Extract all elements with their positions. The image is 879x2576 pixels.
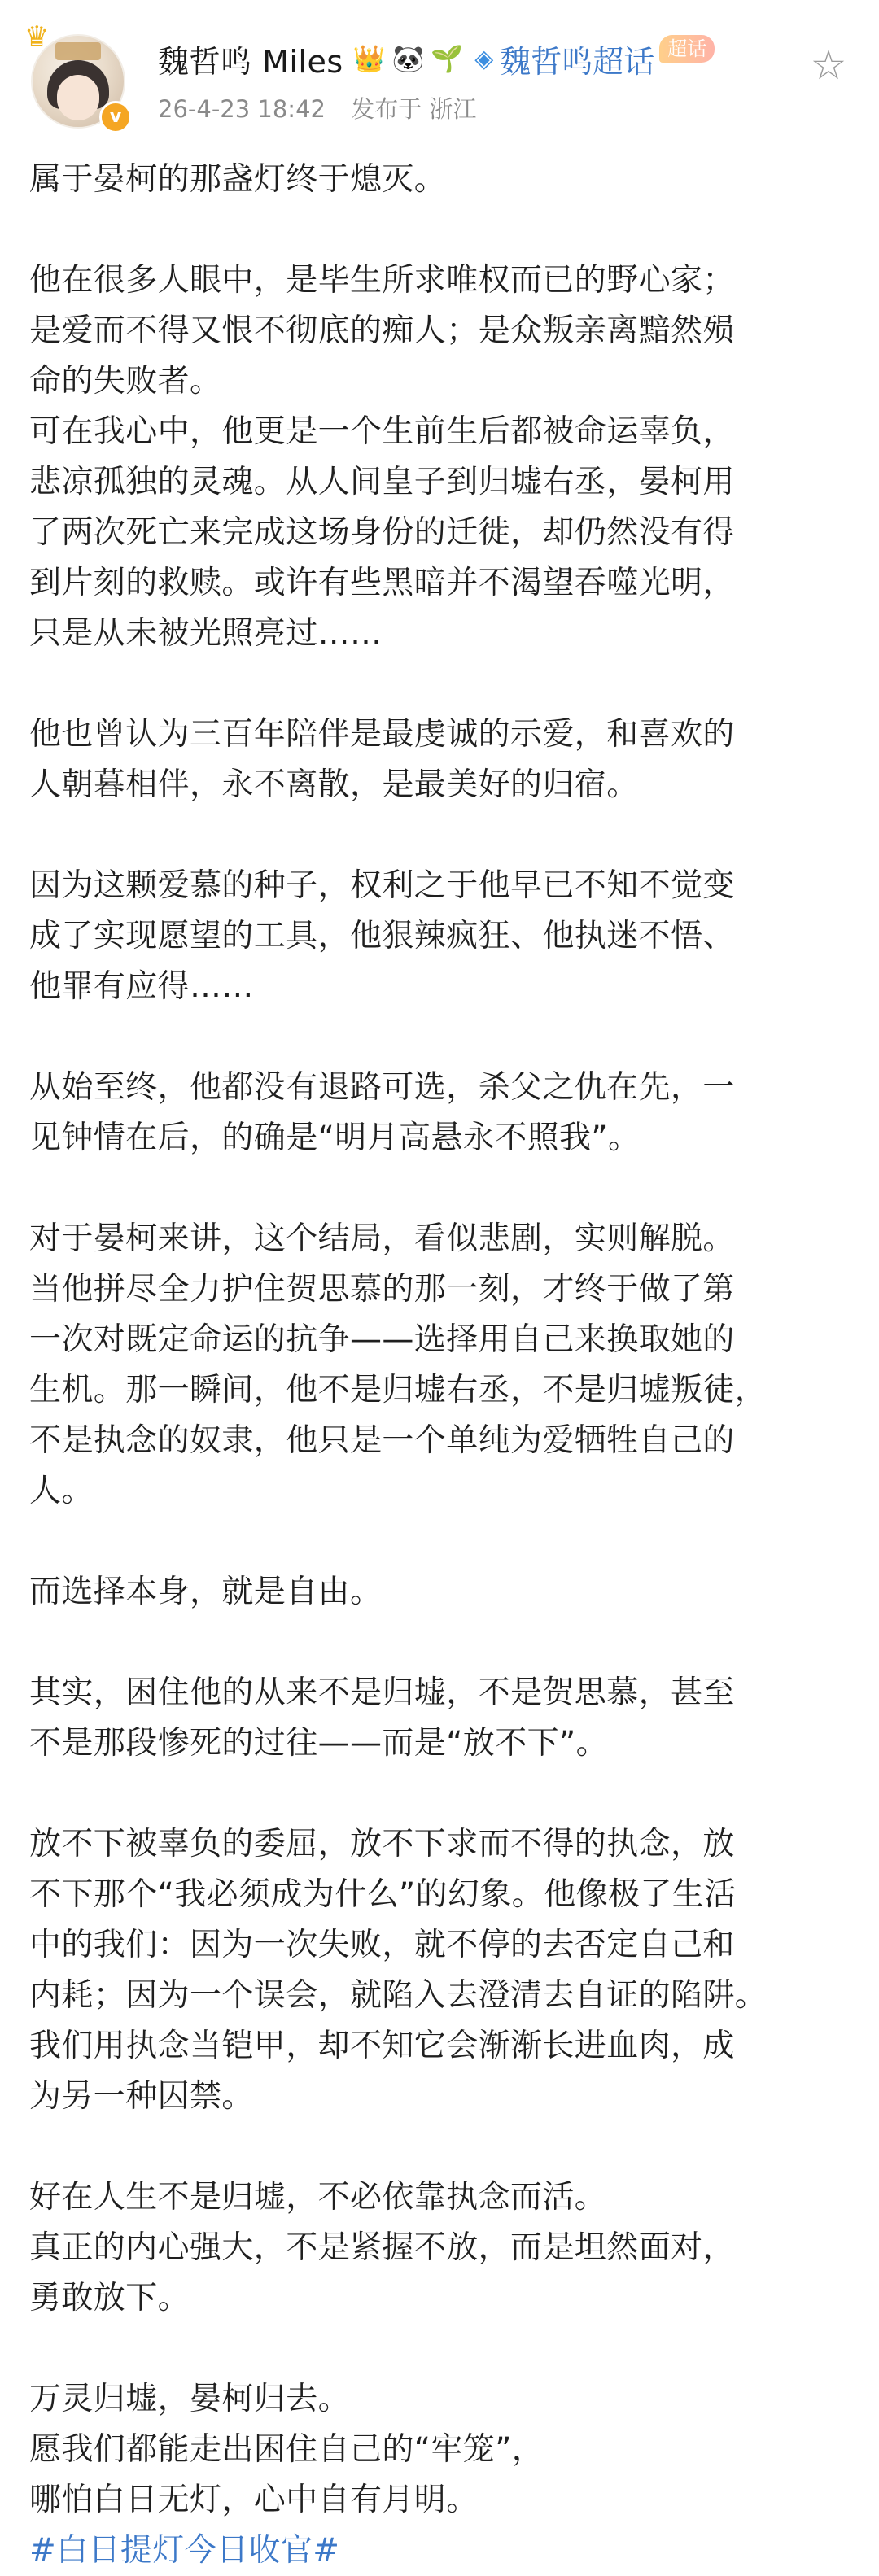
post-text-line: 内耗；因为一个误会，就陷入去澄清去自证的陷阱。: [29, 1977, 767, 2014]
post-text-line: 不是执念的奴隶，他只是一个单纯为爱牺牲自己的: [29, 1422, 735, 1459]
post-text-line: 因为这颗爱慕的种子，权利之于他早已不知不觉变: [29, 867, 735, 904]
post-text-line: 到片刻的救赎。或许有些黑暗并不渴望吞噬光明，: [29, 565, 735, 601]
paragraph-gap: [29, 1517, 851, 1567]
post-text-line: 成了实现愿望的工具，他狠辣疯狂、他执迷不悟、: [29, 918, 735, 954]
post-header: [0, 0, 879, 142]
post-text-line: 属于晏柯的那盏灯终于熄灭。: [29, 161, 447, 198]
post-text-line: 勇敢放下。: [29, 2280, 190, 2316]
post-text-line: 我们用执念当铠甲，却不知它会渐渐长进血肉，成: [29, 2028, 735, 2064]
paragraph-gap: [29, 205, 851, 255]
avatar-face: [57, 75, 99, 120]
post-text-line: 他也曾认为三百年陪伴是最虔诚的示爱，和喜欢的: [29, 716, 735, 753]
post-text-line: 人。: [29, 1473, 94, 1509]
post-text-line: 只是从未被光照亮过……: [29, 615, 383, 652]
verified-icon: v: [99, 101, 132, 133]
name-row: [158, 36, 715, 81]
paragraph-gap: [29, 659, 851, 709]
post-text-line: 不下那个“我必须成为什么”的幻象。他像极了生活: [29, 1876, 737, 1913]
post-text-line: 了两次死亡来完成这场身份的迁徙，却仍然没有得: [29, 514, 735, 551]
username[interactable]: 魏哲鸣 Miles: [158, 43, 343, 80]
sprout-icon[interactable]: 🌱: [431, 43, 464, 74]
post-text-line: 可在我心中，他更是一个生前生后都被命运辜负，: [29, 413, 735, 450]
paragraph-gap: [29, 1618, 851, 1668]
post-text-line: 为另一种囚禁。: [29, 2078, 254, 2115]
avatar-container[interactable]: [24, 20, 130, 129]
post-text-line: 中的我们：因为一次失败，就不停的去否定自己和: [29, 1927, 735, 1963]
post-text-line: 而选择本身，就是自由。: [29, 1574, 383, 1610]
post-text-line: 他罪有应得……: [29, 968, 254, 1005]
favorite-star-icon[interactable]: ☆: [810, 41, 847, 89]
post-text-line: 哪怕白日无灯，心中自有月明。: [29, 2482, 479, 2518]
supertopic-link[interactable]: 魏哲鸣超话: [500, 43, 655, 80]
post-text-line: 是爱而不得又恨不彻底的痴人；是众叛亲离黯然殒: [29, 312, 735, 349]
post-text-line: 人朝暮相伴，永不离散，是最美好的归宿。: [29, 766, 639, 803]
post-text-line: 不是那段惨死的过往——而是“放不下”。: [29, 1725, 609, 1762]
post-text-line: 见钟情在后，的确是“明月高悬永不照我”。: [29, 1120, 641, 1156]
post-text-line: 悲凉孤独的灵魂。从人间皇子到归墟右丞，晏柯用: [29, 464, 735, 500]
crown-badge-icon[interactable]: 👑: [352, 43, 386, 74]
post-text-line: 放不下被辜负的委屈，放不下求而不得的执念，放: [29, 1826, 735, 1862]
post-text-line: 一次对既定命运的抗争——选择用自己来换取她的: [29, 1321, 735, 1358]
post-text-line: 当他拼尽全力护住贺思慕的那一刻，才终于做了第: [29, 1271, 735, 1308]
paragraph-gap: [29, 810, 851, 861]
post-timestamp: 26-4-23 18:42: [158, 95, 326, 123]
post-text-line: 其实，困住他的从来不是归墟，不是贺思慕，甚至: [29, 1674, 735, 1711]
post-text-line: 他在很多人眼中，是毕生所求唯权而已的野心家；: [29, 262, 735, 299]
post-location: 发布于 浙江: [351, 95, 477, 123]
post-text-line: 好在人生不是归墟，不必依靠执念而活。: [29, 2179, 607, 2216]
panda-icon[interactable]: 🐼: [391, 43, 425, 74]
paragraph-gap: [29, 1012, 851, 1063]
post-text-line: 真正的内心强大，不是紧握不放，而是坦然面对，: [29, 2229, 735, 2266]
post-meta: [158, 91, 494, 124]
paragraph-gap: [29, 1769, 851, 1819]
post-text-line: 从始至终，他都没有退路可选，杀父之仇在先，一: [29, 1069, 735, 1106]
diamond-icon[interactable]: ◈: [474, 44, 494, 73]
supertopic-tag[interactable]: 超话: [659, 35, 715, 63]
post-text-line: 万灵归墟，晏柯归去。: [29, 2381, 351, 2417]
paragraph-gap: [29, 2122, 851, 2172]
post-content: [29, 155, 851, 2576]
avatar-decoration: [55, 42, 101, 60]
post-text-line: 命的失败者。: [29, 363, 222, 399]
post-text-line: 愿我们都能走出困住自己的“牢笼”，: [29, 2431, 544, 2468]
post-text-line: 生机。那一瞬间，他不是归墟右丞，不是归墟叛徒，: [29, 1372, 767, 1408]
hashtag-link[interactable]: #白日提灯今日收官#: [29, 2532, 340, 2569]
paragraph-gap: [29, 2324, 851, 2374]
crown-icon: ♛: [24, 20, 50, 53]
paragraph-gap: [29, 1164, 851, 1214]
post-text-line: 对于晏柯来讲，这个结局，看似悲剧，实则解脱。: [29, 1220, 735, 1257]
